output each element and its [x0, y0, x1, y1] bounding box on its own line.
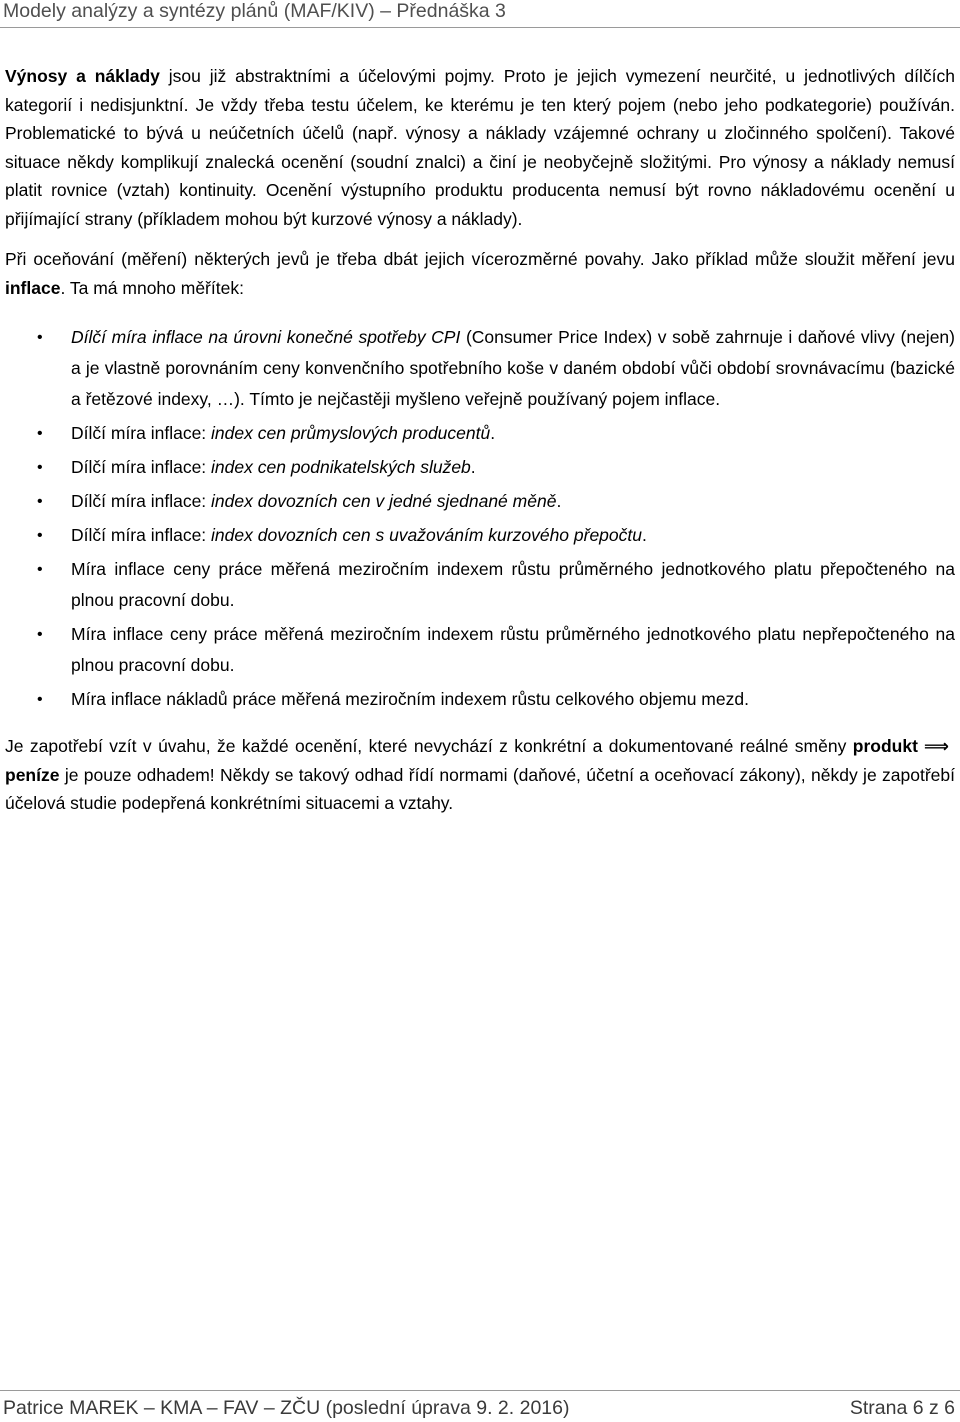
intro-lead-bold: Výnosy a náklady — [5, 66, 160, 86]
list-item-prefix: Dílčí míra inflace: — [71, 457, 212, 477]
list-item-suffix: . — [470, 457, 476, 477]
list-item — [5, 452, 955, 483]
list-item-prefix: Dílčí míra inflace: — [71, 491, 212, 511]
list-item-prefix: Dílčí míra inflace: — [71, 423, 212, 443]
footer-page-number: Strana 6 z 6 — [849, 1397, 955, 1419]
measurement-after: . Ta má mnoho měřítek: — [60, 277, 244, 298]
closing-bold-money: peníze — [5, 764, 60, 785]
bullet-icon: • — [37, 527, 43, 544]
inflace-measures-list — [5, 322, 955, 715]
bullet-icon: • — [37, 561, 43, 578]
list-item-italic: index dovozních cen v jedné sjednané měně — [211, 491, 557, 511]
list-item-italic: index dovozních cen s uvažováním kurzového přepočtu — [211, 525, 642, 545]
list-item-suffix: . — [642, 525, 647, 545]
measurement-bold: inflace — [5, 277, 61, 298]
document-body — [5, 62, 955, 818]
header-divider — [0, 27, 960, 28]
list-item-italic: index cen podnikatelských služeb — [211, 457, 471, 477]
list-item — [5, 486, 955, 517]
list-item — [5, 520, 955, 551]
bullet-icon: • — [37, 329, 43, 346]
bullet-icon: • — [37, 626, 43, 643]
page-footer — [3, 1396, 955, 1420]
closing-paragraph — [5, 732, 955, 818]
closing-text-after: je pouze odhadem! Někdy se takový odhad řídí normami (daňové, účetní a oceňovací zákony), někdy je zapotřebí účelová studie podepřená konkrétními situacemi a vztahy. — [5, 764, 955, 813]
list-item-text: Míra inflace ceny práce měřená meziročním indexem růstu průměrného jednotkového platu přepočteného na plnou pracovní dobu. — [71, 559, 955, 610]
list-item-text: Míra inflace ceny práce měřená meziročním indexem růstu průměrného jednotkového platu nepřepočteného na plnou pracovní dobu. — [71, 624, 955, 675]
intro-paragraph — [5, 62, 955, 233]
list-item — [5, 684, 955, 715]
closing-bold-product: produkt — [852, 736, 918, 756]
footer-author: Patrice MAREK – KMA – FAV – ZČU (poslední úprava 9. 2. 2016) — [3, 1397, 570, 1419]
list-item-suffix: . — [556, 491, 562, 511]
footer-divider — [0, 1390, 960, 1391]
closing-text-before: Je zapotřebí vzít v úvahu, že každé ocenění, které nevychází z konkrétní a dokumentované reálné směny — [5, 736, 853, 756]
list-item-text: Míra inflace nákladů práce měřená meziročním indexem růstu celkového objemu mezd. — [71, 689, 749, 709]
list-item — [5, 322, 955, 415]
list-item — [5, 554, 955, 616]
list-item-suffix: . — [490, 423, 496, 443]
bullet-icon: • — [37, 493, 43, 510]
intro-text: jsou již abstraktními a účelovými pojmy. Proto je jejich vymezení neurčité, u jednotlivých dílčích kategorií i nedisjunktní. Je vždy třeba testu účelem, ke kterému je ten který pojem (nebo jeho podkategorie) používán. Problematické to bývá u neúčetních účelů (např. výnosy a náklady vzájemné ochrany u zločinného spolčení). Takové situace někdy komplikují znalecká ocenění (soudní znalci) a činí je neobyčejně složitými. Pro výnosy a náklady nemusí platit rovnice (vztah) kontinuity. Ocenění výstupního produktu producenta nemusí být rovno nákladovému ocenění u přijímající strany (příkladem mohou být kurzové výnosy a náklady). — [5, 66, 955, 229]
implies-arrow-icon: ⟹ — [923, 736, 949, 756]
list-item — [5, 619, 955, 681]
header-title: Modely analýzy a syntézy plánů (MAF/KIV) – Přednáška 3 — [3, 0, 506, 22]
bullet-icon: • — [37, 425, 43, 442]
list-item-text: (Consumer Price Index) v sobě zahrnuje i daňové vlivy (nejen) a je vlastně porovnáním ceny konvenčního spotřebního koše v daném období vůči období srovnávacímu (bazické a řetězové indexy, …). Tímto je nejčastěji myšleno veřejně používaný pojem inflace. — [71, 327, 955, 409]
page-header — [3, 0, 953, 22]
list-item-italic: Dílčí míra inflace na úrovni konečné spotřeby CPI — [71, 327, 461, 347]
list-item — [5, 418, 955, 449]
measurement-paragraph — [5, 245, 955, 302]
list-item-prefix: Dílčí míra inflace: — [71, 525, 212, 545]
bullet-icon: • — [37, 691, 43, 708]
bullet-icon: • — [37, 459, 43, 476]
measurement-text: Při oceňování (měření) některých jevů je třeba dbát jejich vícerozměrné povahy. Jako příklad může sloužit měření jevu — [5, 249, 955, 269]
list-item-italic: index cen průmyslových producentů — [211, 423, 491, 443]
